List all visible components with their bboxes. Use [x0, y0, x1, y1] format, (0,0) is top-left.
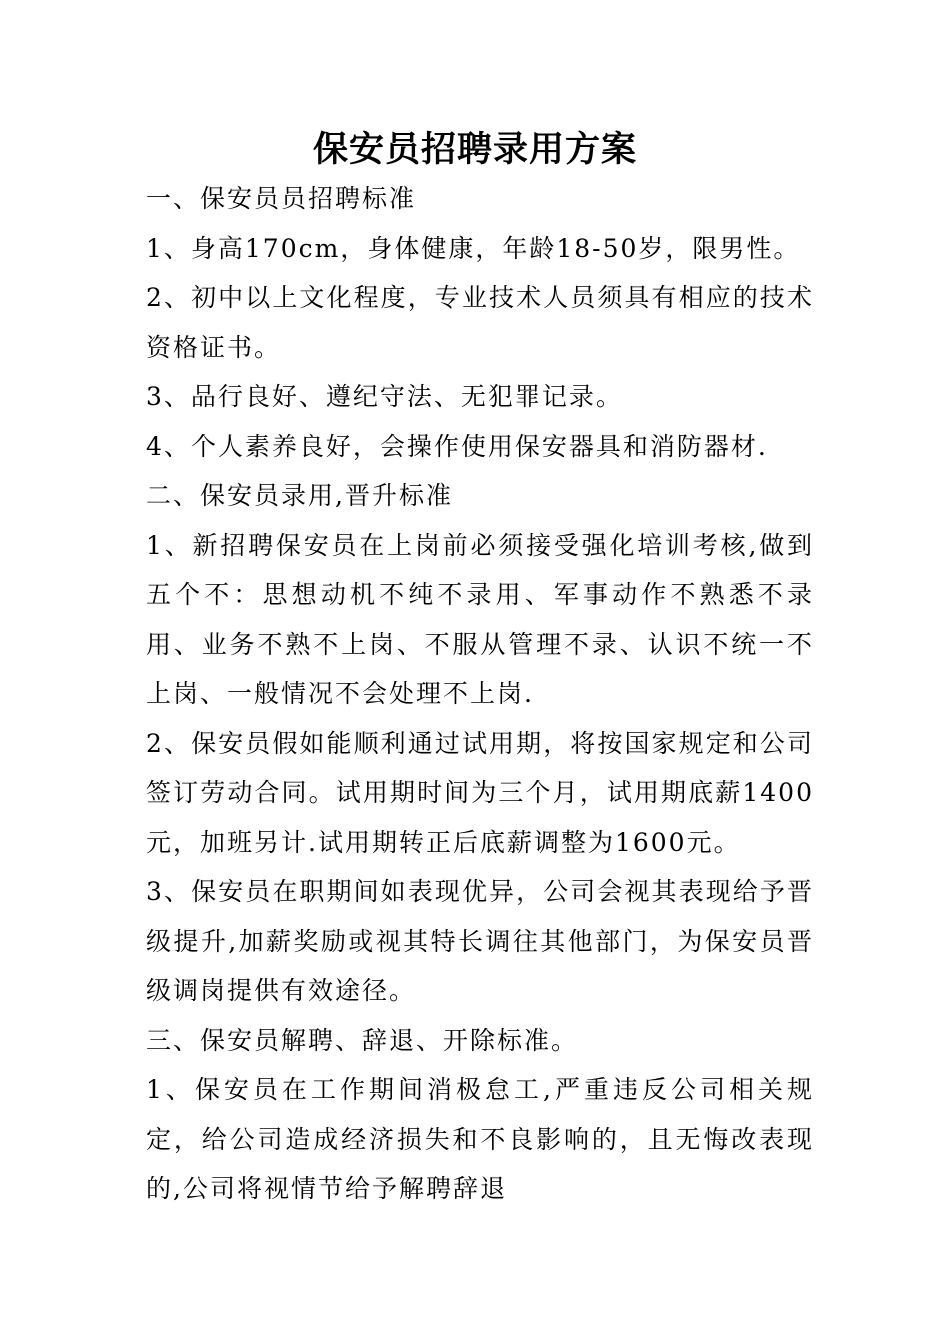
section-heading-2: 二、保安员录用,晋升标准	[146, 481, 453, 510]
paragraph: 3、保安员在职期间如表现优异，公司会视其表现给予晋级提升,加薪奖励或视其特长调往其他部门，为保安员晋级调岗提供有效途径。	[146, 877, 814, 1005]
paragraph: 1、保安员在工作期间消极怠工,严重违反公司相关规定，给公司造成经济损失和不良影响的，且无悔改表现的,公司将视情节给予解聘辞退	[146, 1075, 814, 1203]
paragraph: 1、身高170cm，身体健康，年龄18-50岁，限男性。	[146, 233, 801, 263]
paragraph: 2、保安员假如能顺利通过试用期，将按国家规定和公司签订劳动合同。试用期时间为三个月，试用期底薪1400元，加班另计.试用期转正后底薪调整为1600元。	[146, 728, 814, 857]
section-heading-3: 三、保安员解聘、辞退、开除标准。	[146, 1025, 579, 1055]
section-heading-1: 一、保安员员招聘标准	[146, 184, 417, 213]
paragraph: 1、新招聘保安员在上岗前必须接受强化培训考核,做到五个不：思想动机不纯不录用、军事动作不熟悉不录用、业务不熟不上岗、不服从管理不录、认识不统一不上岗、一般情况不会处理不上岗.	[146, 530, 814, 708]
document-body	[146, 174, 814, 1214]
document-title: 保安员招聘录用方案	[312, 129, 637, 170]
paragraph: 2、初中以上文化程度，专业技术人员须具有相应的技术资格证书。	[146, 283, 814, 362]
paragraph: 3、品行良好、遵纪守法、无犯罪记录。	[146, 382, 623, 411]
paragraph: 4、个人素养良好，会操作使用保安器具和消防器材.	[146, 431, 768, 461]
